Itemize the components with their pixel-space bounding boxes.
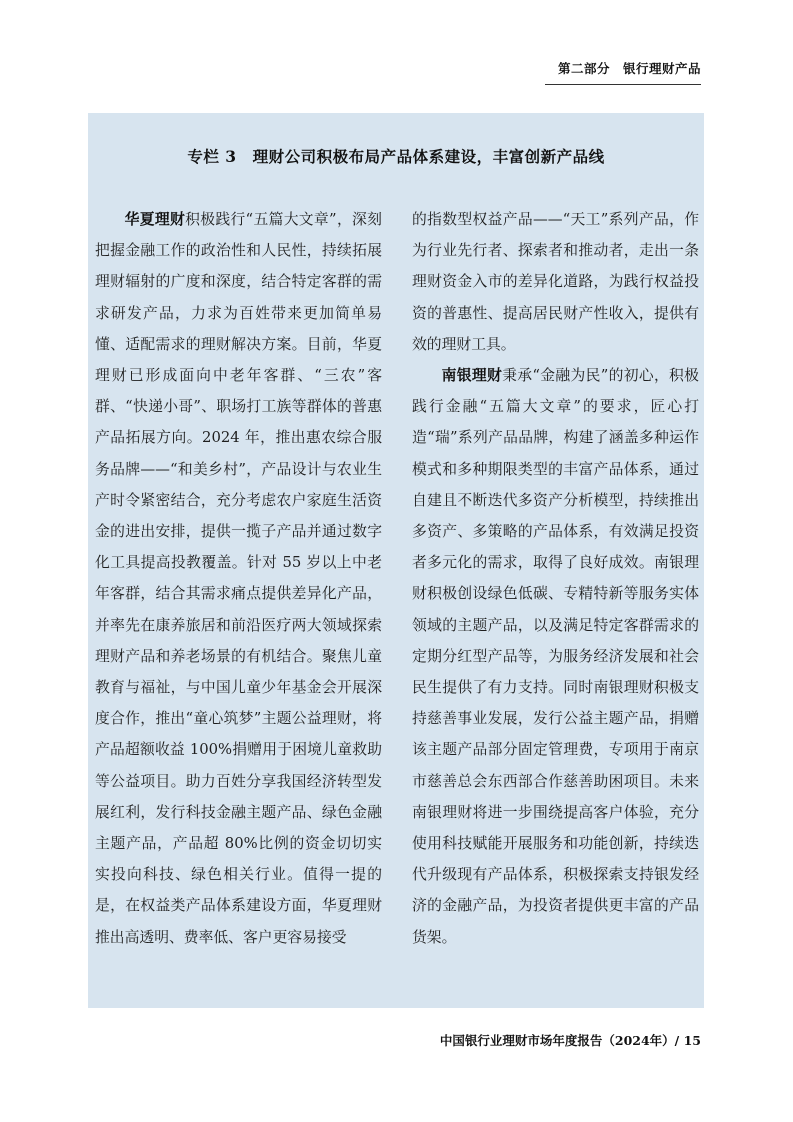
- bank-name-nanyin: 南银理财: [441, 367, 503, 385]
- huaxia-text: 积极践行“五篇大文章”，深刻把握金融工作的政治性和人民性，持续拓展理财辐射的广度和深度，结合特定客群的需求研发产品，力求为百姓带来更加简单易懂、适配需求的理财解决方案。目前，华夏理财已形成面向中老年客群、“三农”客群、“快递小哥”、职场打工族等群体的普惠产品拓展方向。2024 年，推出惠农综合服务品牌——“和美乡村”，产品设计与农业生产时令紧密结合，充分考虑农户家庭生活资金的进出安排，提供一揽子产品并通过数字化工具提高投教覆盖。针对 55 岁以上中老年客群，结合其需求痛点提供差异化产品，并率先在康养旅居和前沿医疗两大领域探索理财产品和养老场景的有机结合。聚焦儿童教育与福祉，与中国儿童少年基金会开展深度合作，推出“童心筑梦”主题公益理财，将产品超额收益 100%捐赠用于困境儿童救助等公益项目。助力百姓分享我国经济转型发展红利，发行科技金融主题产品、绿色金融主题产品，产品超 80%比例的资金切切实实投向科技、绿色相关行业。值得一提的是，在权益类产品体系建设方面，华夏理财推出高透明、费率低、客户更容易接受: [95, 211, 382, 946]
- nanyin-paragraph: [412, 360, 699, 953]
- header-rule: [545, 84, 701, 85]
- feature-box: [88, 113, 704, 1008]
- huaxia-paragraph: [95, 204, 382, 953]
- huaxia-continuation: 的指数型权益产品——“天工”系列产品，作为行业先行者、探索者和推动者，走出一条理财资金入市的差异化道路，为践行权益投资的普惠性、提高居民财产性收入，提供有效的理财工具。: [412, 211, 699, 353]
- running-header: 第二部分 银行理财产品: [557, 61, 701, 76]
- left-column: [95, 204, 382, 953]
- box-title: 专栏 3 理财公司积极布局产品体系建设，丰富创新产品线: [187, 147, 605, 166]
- page-footer: 中国银行业理财市场年度报告（2024年）/ 15: [439, 1033, 701, 1048]
- nanyin-text: 秉承“金融为民”的初心，积极践行金融“五篇大文章”的要求，匠心打造“瑞”系列产品品牌，构建了涵盖多种运作模式和多种期限类型的丰富产品体系，通过自建且不断迭代多资产分析模型，持续推出多资产、多策略的产品体系，有效满足投资者多元化的需求，取得了良好成效。南银理财积极创设绿色低碳、专精特新等服务实体领域的主题产品，以及满足特定客群需求的定期分红型产品等，为服务经济发展和社会民生提供了有力支持。同时南银理财积极支持慈善事业发展，发行公益主题产品，捐赠该主题产品部分固定管理费，专项用于南京市慈善总会东西部合作慈善助困项目。未来南银理财将进一步围绕提高客户体验，充分使用科技赋能开展服务和功能创新，持续迭代升级现有产品体系，积极探索支持银发经济的金融产品，为投资者提供更丰富的产品货架。: [412, 367, 699, 946]
- bank-name-huaxia: 华夏理财: [124, 211, 186, 228]
- right-column: [412, 204, 699, 953]
